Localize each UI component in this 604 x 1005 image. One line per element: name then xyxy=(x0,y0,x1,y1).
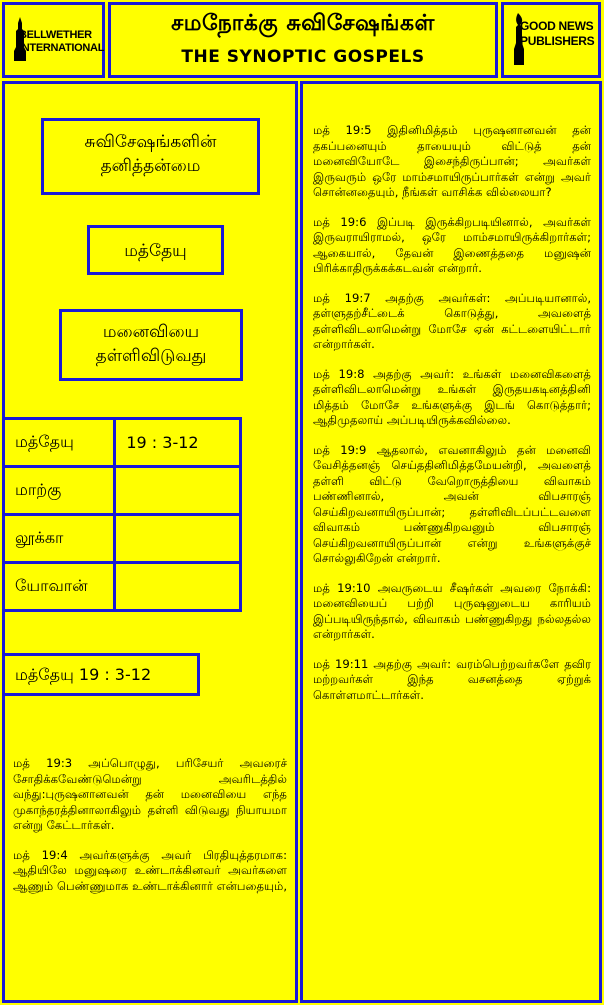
verse-paragraph: மத் 19:8 அதற்கு அவர்: உங்கள் மனைவிகளைத் தள்ளிவிடலாமென்று உங்கள் இருதயகடினத்தினி மித்தம் மோசே உங்களுக்கு இடங் கொடுத்தார்; ஆதிமுதலாய் அப்படியிருக்கவில்லை. xyxy=(313,366,591,427)
logo-right-line2: PUBLISHERS xyxy=(520,34,595,48)
topic-box xyxy=(59,309,243,381)
left-verses xyxy=(13,756,287,908)
table-row xyxy=(4,467,241,515)
table-row xyxy=(4,515,241,563)
verse-paragraph: மத் 19:7 அதற்கு அவர்கள்: அப்படியானால், தள்ளுதற்சீட்டைக் கொடுத்து, அவளைத் தள்ளிவிடலாமென்று மோசே ஏன் கட்டளையிட்டார் என்றார்கள். xyxy=(313,290,591,351)
topic-line2: தள்ளிவிடுவது xyxy=(95,346,207,366)
table-row xyxy=(4,419,241,467)
ref-cell xyxy=(115,467,241,515)
gospel-name: மத்தேயு xyxy=(124,241,187,261)
logo-left-line2: INTERNATIONAL xyxy=(19,42,105,54)
verse-reference: மத்தேயு 19 : 3-12 xyxy=(2,653,200,696)
logo-right-line1: GOOD NEWS xyxy=(520,19,594,33)
verse-paragraph: மத் 19:4 அவர்களுக்கு அவர் பிரதியுத்தரமாக: ஆதியிலே மனுஷரை உண்டாக்கினவர் அவர்களை ஆணும் பெண்ணுமாக உண்டாக்கினார் என்பதையும், xyxy=(13,847,288,893)
verse-paragraph: மத் 19:9 ஆதலால், எவனாகிலும் தன் மனைவி வேசித்தனஞ் செய்ததினிமித்தமேயன்றி, அவளைத் தள்ளி விட்டு வேறொருத்தியை விவாகம் பண்ணினால், அவன் விபசாரஞ் செய்கிறவனாயிருப்பான்; தள்ளிவிடப்பட்டவளை விவாகம் பண்ணுகிறவனும் விபசாரஞ் செய்கிறவனாயிருப்பான் என்று உங்களுக்குச் சொல்லுகிறேன் என்றார். xyxy=(313,442,591,565)
ref-cell xyxy=(115,515,241,563)
good-news-logo xyxy=(501,2,601,78)
gospel-uniqueness-box xyxy=(41,118,260,195)
book-cell: மாற்கு xyxy=(4,467,115,515)
gospel-name-box xyxy=(87,225,224,275)
verse-paragraph: மத் 19:11 அதற்கு அவர்: வரம்பெற்றவர்களே தவிர மற்றவர்கள் இந்த வசனத்தை ஏற்றுக் கொள்ளமாட்டார்கள். xyxy=(313,656,591,702)
box1-line2: தனித்தன்மை xyxy=(100,156,201,176)
logo-left-line1: BELLWETHER xyxy=(19,29,92,41)
english-title: THE SYNOPTIC GOSPELS xyxy=(181,47,425,67)
topic-line1: மனைவியை xyxy=(102,322,200,342)
verse-paragraph: மத் 19:10 அவருடைய சீஷர்கள் அவரை நோக்கி: மனைவியைப் பற்றி புருஷனுடைய காரியம் இப்படியிருந்தால், விவாகம் பண்ணுகிறது நல்லதல்ல என்றார்கள். xyxy=(313,580,591,641)
header xyxy=(0,0,604,80)
reference-table xyxy=(2,417,242,612)
tamil-title: சமநோக்கு சுவிசேஷங்கள் xyxy=(171,11,435,36)
table-row xyxy=(4,563,241,611)
book-cell: யோவான் xyxy=(4,563,115,611)
book-cell: மத்தேயு xyxy=(4,419,115,467)
verse-paragraph: மத் 19:3 அப்பொழுது, பரிசேயர் அவரைச் சோதிக்கவேண்டுமென்று அவரிடத்தில் வந்து:புருஷனானவன் தன் மனைவியை எந்த முகாந்தரத்தினாலாகிலும் தள்ளி விடுவது நியாயமா என்று கேட்டார்கள். xyxy=(13,756,287,832)
ref-cell xyxy=(115,563,241,611)
right-verses xyxy=(313,123,591,717)
book-cell: லூக்கா xyxy=(4,515,115,563)
verse-paragraph: மத் 19:6 இப்படி இருக்கிறபடியினால், அவர்கள் இருவராயிராமல், ஒரே மாம்சமாயிருக்கிறார்கள்; ஆகையால், தேவன் இணைத்ததை மனுஷன் பிரிக்காதிருக்கக்கடவன் என்றார். xyxy=(313,214,591,275)
ref-cell: 19 : 3-12 xyxy=(115,419,241,467)
bellwether-logo xyxy=(2,2,105,78)
title-box xyxy=(108,2,498,78)
verse-paragraph: மத் 19:5 இதினிமித்தம் புருஷனானவன் தன் தகப்பனையும் தாயையும் விட்டுத் தன் மனைவியோடே இசைந்திருப்பான்; அவர்கள் இருவரும் ஒரே மாம்சமாயிருப்பார்கள் என்று அவர் சொன்னதையும், நீங்கள் வாசிக்க வில்லையா? xyxy=(313,123,591,199)
box1-line1: சுவிசேஷங்களின் xyxy=(84,132,217,152)
